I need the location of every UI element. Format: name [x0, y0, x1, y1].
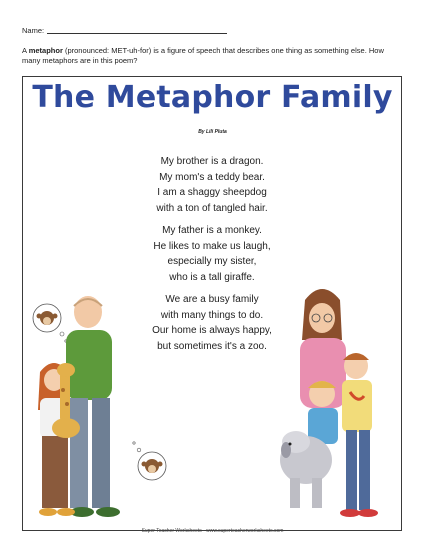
instructions-prefix: A — [22, 46, 29, 55]
poem-line: He likes to make us laugh, — [153, 240, 271, 252]
poem-line: but sometimes it's a zoo. — [157, 340, 267, 352]
family-right-illustration — [280, 289, 378, 517]
monkey-thought-bubble-icon — [133, 442, 166, 480]
poem-line: My father is a monkey. — [162, 225, 262, 236]
poem-line: with a ton of tangled hair. — [156, 202, 268, 214]
poem-line: who is a tall giraffe. — [169, 271, 255, 283]
poem-byline: By Lili Pluta — [198, 129, 227, 135]
footer-credit: Super Teacher Worksheets - www.superteacherworksheets.com — [141, 528, 284, 534]
poem-title: The Metaphor Family — [32, 80, 393, 115]
poem-line: My mom's a teddy bear. — [159, 171, 265, 183]
instructions-rest: (pronounced: MET-uh-for) is a figure of speech that describes one thing as something else. How many metaphors are in this poem? — [22, 46, 384, 65]
name-label: Name: — [22, 26, 45, 35]
instructions-term: metaphor — [28, 46, 63, 55]
poem-line: Our home is always happy, — [152, 325, 272, 336]
poem-line: especially my sister, — [167, 256, 257, 267]
poem-line: My brother is a dragon. — [160, 156, 264, 167]
poem-line: with many things to do. — [160, 309, 264, 321]
poem-line: I am a shaggy sheepdog — [157, 187, 267, 198]
monkey-thought-bubble-icon — [33, 304, 67, 342]
poem-line: We are a busy family — [165, 294, 259, 305]
